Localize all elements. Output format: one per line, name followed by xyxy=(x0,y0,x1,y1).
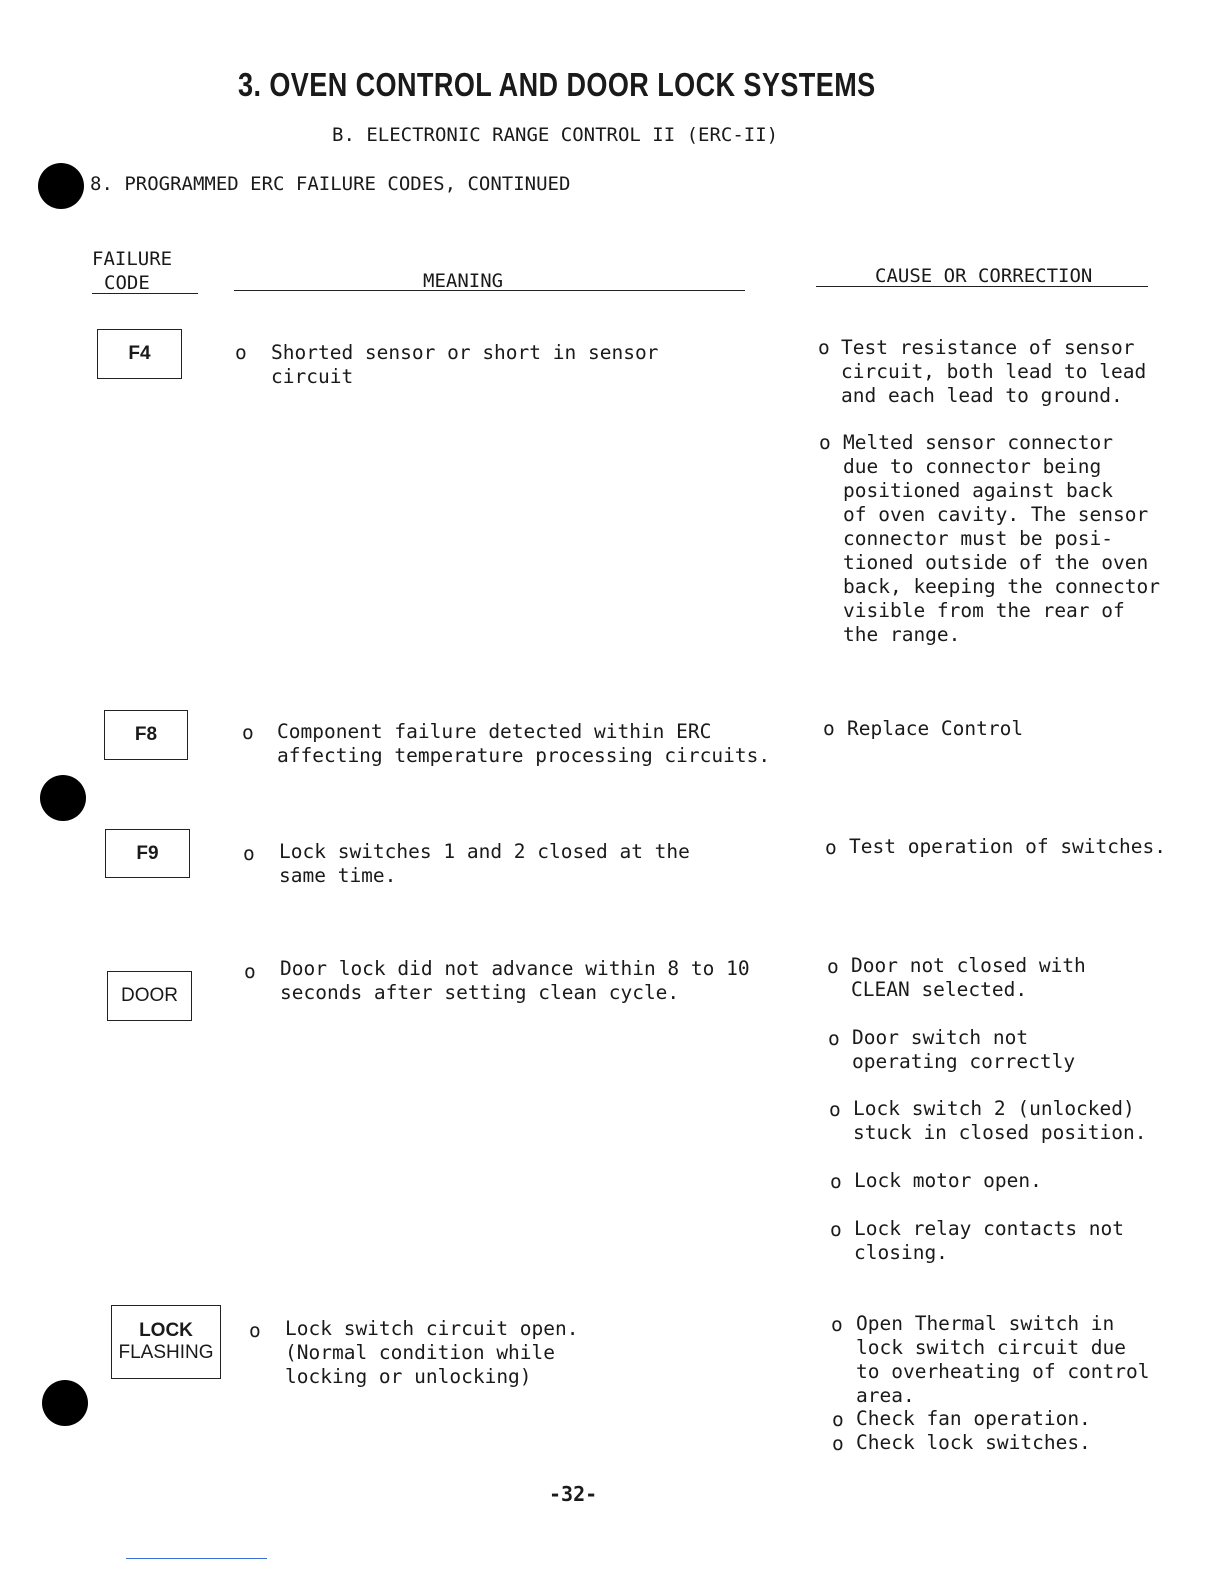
header-meaning-rule xyxy=(234,290,745,291)
cause-text: Check lock switches. xyxy=(856,1431,1091,1454)
cause-text: Open Thermal switch in lock switch circuit due to overheating of control area. xyxy=(856,1312,1150,1407)
cause-bullet: o xyxy=(829,1098,841,1121)
cause-bullet: o xyxy=(830,1170,842,1193)
meaning-bullet: o xyxy=(235,341,247,364)
meaning-bullet: o xyxy=(244,960,256,983)
section-heading: 8. PROGRAMMED ERC FAILURE CODES, CONTINUED xyxy=(90,173,571,195)
meaning-text: Door lock did not advance within 8 to 10 seconds after setting clean cycle. xyxy=(280,957,750,1004)
failure-code: DOOR xyxy=(121,985,178,1006)
header-meaning: MEANING xyxy=(423,270,504,292)
cause-text: Check fan operation. xyxy=(856,1407,1091,1430)
cause-text: Lock motor open. xyxy=(854,1169,1042,1192)
cause-text: Test operation of switches. xyxy=(849,835,1166,858)
cause-bullet: o xyxy=(823,717,835,740)
failure-code-box xyxy=(97,329,182,379)
meaning-text: Lock switches 1 and 2 closed at the same time. xyxy=(279,840,690,887)
cause-text: Melted sensor connector due to connector being positioned against back of oven cavity. The sensor connector must be posi- tioned outside of the oven back, keeping the connector visible from the rear of the range. xyxy=(843,431,1160,646)
meaning-bullet: o xyxy=(249,1319,261,1342)
meaning-text: Shorted sensor or short in sensor circuit xyxy=(271,341,659,388)
revision-marker-dot xyxy=(38,163,84,209)
failure-code-box xyxy=(107,971,192,1021)
header-cause: CAUSE OR CORRECTION xyxy=(875,265,1093,287)
cause-text: Door not closed with CLEAN selected. xyxy=(851,954,1086,1001)
cause-text: Lock relay contacts not closing. xyxy=(854,1217,1125,1264)
failure-code: F9 xyxy=(136,842,159,864)
cause-bullet: o xyxy=(830,1218,842,1241)
failure-code-box xyxy=(104,710,188,760)
cause-bullet: o xyxy=(832,1408,844,1431)
header-code-label: CODE xyxy=(104,272,150,294)
page-number: -32- xyxy=(549,1482,598,1506)
cause-bullet: o xyxy=(828,1027,840,1050)
meaning-text: Component failure detected within ERC affecting temperature processing circuits. xyxy=(277,720,771,767)
meaning-bullet: o xyxy=(243,842,255,865)
cause-bullet: o xyxy=(831,1313,843,1336)
cause-bullet: o xyxy=(832,1432,844,1455)
meaning-text: Lock switch circuit open. (Normal condition while locking or unlocking) xyxy=(285,1317,579,1388)
failure-code-box xyxy=(105,829,190,878)
page-title: 3. OVEN CONTROL AND DOOR LOCK SYSTEMS xyxy=(238,66,876,103)
failure-code-line1: LOCK xyxy=(139,1320,193,1341)
cause-text: Test resistance of sensor circuit, both lead to lead and each lead to ground. xyxy=(841,336,1147,407)
failure-code-line2: FLASHING xyxy=(118,1342,214,1363)
footer-rule xyxy=(126,1558,267,1559)
revision-marker-dot xyxy=(40,775,86,821)
cause-text: Lock switch 2 (unlocked) stuck in closed position. xyxy=(853,1097,1147,1144)
failure-code: F4 xyxy=(128,343,151,364)
page-subtitle: B. ELECTRONIC RANGE CONTROL II (ERC-II) xyxy=(332,124,779,146)
meaning-bullet: o xyxy=(242,721,254,744)
cause-text: Replace Control xyxy=(847,717,1024,740)
header-cause-rule xyxy=(816,286,1148,287)
header-code-rule xyxy=(92,293,198,294)
cause-bullet: o xyxy=(825,836,837,859)
header-failure-label: FAILURE xyxy=(92,248,173,270)
failure-code: F8 xyxy=(134,724,158,745)
cause-bullet: o xyxy=(818,336,830,359)
revision-marker-dot xyxy=(42,1380,88,1426)
cause-text: Door switch not operating correctly xyxy=(852,1026,1076,1073)
cause-bullet: o xyxy=(819,431,831,454)
cause-bullet: o xyxy=(827,955,839,978)
failure-code-box xyxy=(111,1305,221,1379)
